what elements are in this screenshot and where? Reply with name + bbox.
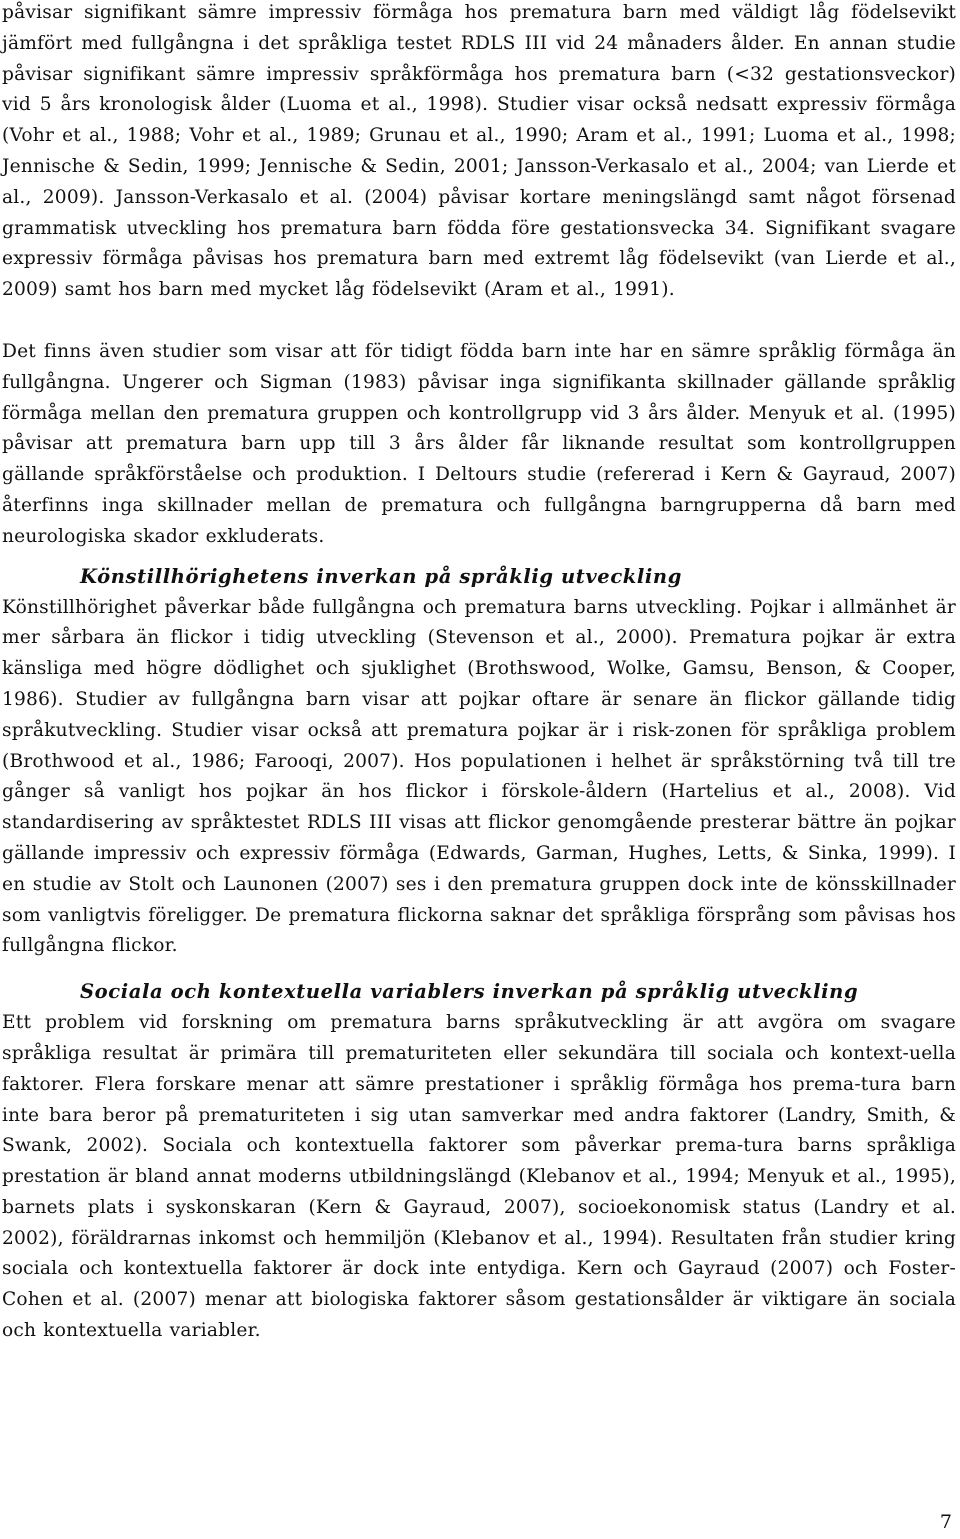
document-page — [2, 0, 956, 1347]
page-number: 7 — [939, 1511, 952, 1533]
paragraph-preterm-language-deficits: påvisar signifikant sämre impressiv förmåga hos prematura barn med väldigt låg födelsevikt jämfört med fullgångna i det språkliga testet RDLS III vid 24 månaders ålder. En annan studie påvisar signifikant sämre impressiv språkförmåga hos prematura barn (<32 gestationsveckor) vid 5 års kronologisk ålder (Luoma et al., 1998). Studier visar också nedsatt expressiv förmåga (Vohr et al., 1988; Vohr et al., 1989; Grunau et al., 1990; Aram et al., 1991; Luoma et al., 1998; Jennische & Sedin, 1999; Jennische & Sedin, 2001; Jansson-Verkasalo et al., 2004; van Lierde et al., 2009). Jansson-Verkasalo et al. (2004) påvisar kortare meningslängd samt något försenad grammatisk utveckling hos prematura barn födda före gestationsvecka 34. Signifikant svagare expressiv förmåga påvisas hos prematura barn med extremt låg födelsevikt (van Lierde et al., 2009) samt hos barn med mycket låg födelsevikt (Aram et al., 1991). — [2, 2, 956, 301]
paragraph-gender-influence: Könstillhörighet påverkar både fullgångna och prematura barns utveckling. Pojkar i allmänhet är mer sårbara än flickor i tidig utveckling (Stevenson et al., 2000). Prematura pojkar är extra känsliga med högre dödlighet och sjuklighet (Brothswood, Wolke, Gamsu, Benson, & Cooper, 1986). Studier av fullgångna barn visar att pojkar oftare är senare än flickor gällande tidig språkutveckling. Studier visar också att prematura pojkar är i risk-zonen för språkliga problem (Brothwood et al., 1986; Farooqi, 2007). Hos populationen i helhet är språkstörning två till tre gånger så vanligt hos pojkar än hos flickor i förskole-åldern (Hartelius et al., 2008). Vid standardisering av språktestet RDLS III visas att flickor genomgående presterar bättre än pojkar gällande impressiv och expressiv förmåga (Edwards, Garman, Hughes, Letts, & Sinka, 1999). I en studie av Stolt och Launonen (2007) ses i den prematura gruppen dock inte de könsskillnader som vanligtvis föreligger. De prematura flickorna saknar det språkliga försprång som påvisas hos fullgångna flickor. — [2, 596, 956, 957]
paragraph-social-contextual-factors: Ett problem vid forskning om prematura barns språkutveckling är att avgöra om svagare språkliga resultat är primära till prematuriteten eller sekundära till sociala och kontext-uella faktorer. Flera forskare menar att sämre prestationer i språklig förmåga hos prema-tura barn inte bara beror på prematuriteten i sig utan samverkar med andra faktorer (Landry, Smith, & Swank, 2002). Sociala och kontextuella faktorer som påverkar prema-tura barns språkliga prestation är bland annat moderns utbildningslängd (Klebanov et al., 1994; Menyuk et al., 1995), barnets plats i syskonskaran (Kern & Gayraud, 2007), socioekonomisk status (Landry et al. 2002), föräldrarnas inkomst och hemmiljön (Klebanov et al., 1994). Resultaten från studier kring sociala och kontextuella faktorer är dock inte entydiga. Kern och Gayraud (2007) och Foster-Cohen et al. (2007) menar att biologiska faktorer såsom gestationsålder är viktigare än sociala och kontextuella variabler. — [2, 1012, 956, 1342]
section-heading-social-contextual: Sociala och kontextuella variablers inverkan på språklig utveckling — [80, 980, 859, 1004]
section-heading-gender: Könstillhörighetens inverkan på språklig utveckling — [80, 564, 682, 588]
paragraph-spacer — [2, 306, 956, 337]
paragraph-no-difference-studies: Det finns även studier som visar att för tidigt födda barn inte har en sämre språklig förmåga än fullgångna. Ungerer och Sigman (1983) påvisar inga signifikanta skillnader gällande språklig förmåga mellan den prematura gruppen och kontrollgrupp vid 3 års ålder. Menyuk et al. (1995) påvisar att prematura barn upp till 3 års ålder får liknande resultat som kontrollgruppen gällande språkförståelse och produktion. I Deltours studie (refererad i Kern & Gayraud, 2007) återfinns inga skillnader mellan de prematura och fullgångna barngrupperna då barn med neurologiska skador exkluderats. — [2, 340, 956, 547]
